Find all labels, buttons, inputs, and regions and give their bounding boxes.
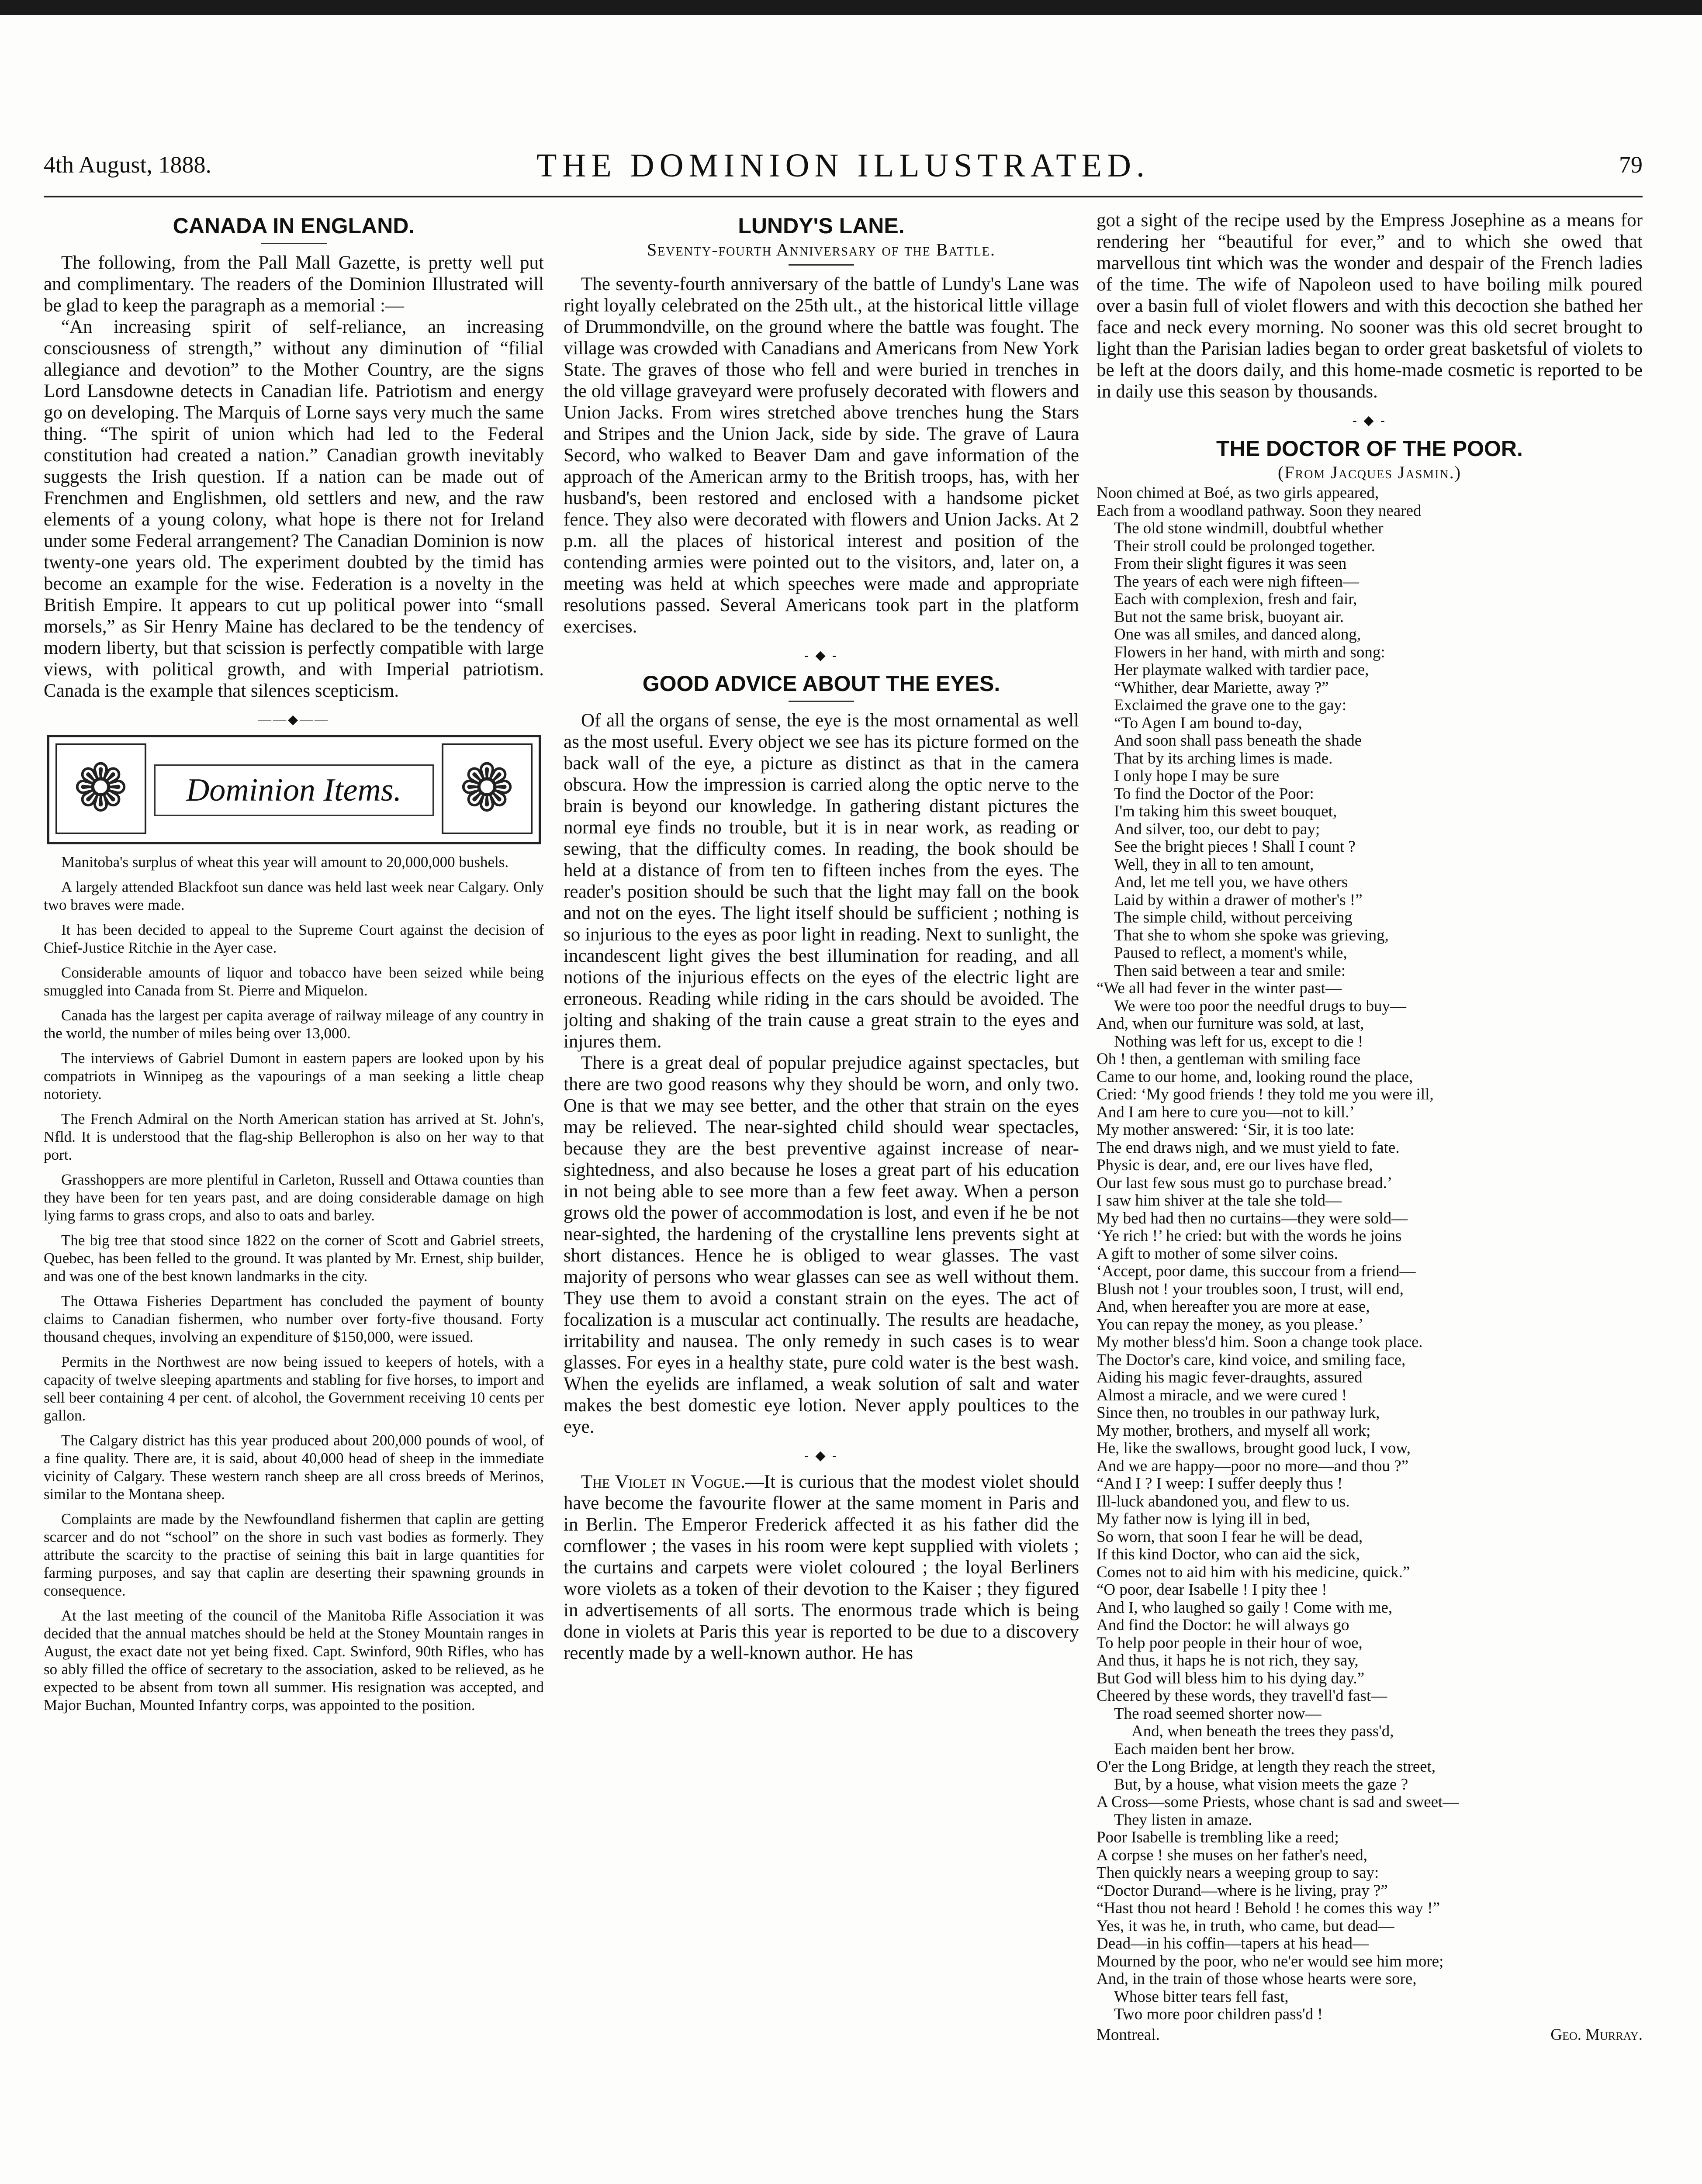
poem-line: Cheered by these words, they travell'd fast— — [1097, 1687, 1387, 1705]
poem-line: And, when hereafter you are more at ease, — [1097, 1298, 1370, 1316]
ornament-rosette-icon: ❁ — [442, 743, 533, 834]
section-divider: ——◆—— — [258, 712, 330, 727]
dominion-item: Manitoba's surplus of wheat this year will amount to 20,000,000 bushels. — [61, 854, 509, 871]
poem-line: See the bright pieces ! Shall I count ? — [1114, 838, 1356, 856]
poem-line: And I am here to cure you—not to kill.’ — [1097, 1103, 1355, 1121]
dominion-item: Considerable amounts of liquor and tobacco have been seized while being smuggled into Canada from St. Pierre and Miquelon. — [44, 964, 544, 999]
poem-line: They listen in amaze. — [1114, 1811, 1252, 1829]
poem-line: I saw him shiver at the tale she told— — [1097, 1192, 1342, 1209]
poem-line: Aiding his magic fever-draughts, assured — [1097, 1368, 1363, 1386]
title-rule — [789, 701, 854, 702]
poem-line: The simple child, without perceiving — [1114, 909, 1353, 926]
poem-line: Whose bitter tears fell fast, — [1114, 1987, 1289, 2006]
title-rule — [261, 243, 327, 244]
poem-line: “To Agen I am bound to-day, — [1114, 714, 1302, 732]
poem-body — [1097, 484, 1643, 2024]
poem-line: Dead—in his coffin—tapers at his head— — [1097, 1935, 1369, 1952]
article-title-lundy: LUNDY'S LANE. — [738, 214, 905, 238]
poem-line: Each maiden bent her brow. — [1114, 1740, 1295, 1758]
poem-line: One was all smiles, and danced along, — [1114, 625, 1361, 643]
poem-line: Their stroll could be prolonged together. — [1114, 537, 1376, 555]
poem-line: My bed had then no curtains—they were sold— — [1097, 1209, 1408, 1227]
poem-line: “We all had fever in the winter past— — [1097, 979, 1342, 997]
top-border — [0, 0, 1702, 15]
column-3 — [1097, 210, 1643, 2184]
poem-line: Well, they in all to ten amount, — [1114, 855, 1314, 874]
violet-paragraph — [564, 1471, 1079, 1664]
poem-line: And I, who laughed so gaily ! Come with me, — [1097, 1598, 1393, 1617]
poem-line: I'm taking him this sweet bouquet, — [1114, 802, 1337, 820]
poem-place: Montreal. — [1097, 2025, 1160, 2044]
poem-line: And soon shall pass beneath the shade — [1114, 732, 1362, 750]
poem-line: Laid by within a drawer of mother's !” — [1114, 891, 1363, 909]
poem-line: And silver, too, our debt to pay; — [1114, 820, 1320, 838]
section-divider: - ◆ - — [804, 1448, 839, 1463]
dominion-item: The Calgary district has this year produced about 200,000 pounds of wool, of a fine quality. There are, it is said, about 40,000 head of sheep in the immediate vicinity of Calgary. These western ranch sheep are all cross breeds of Merinos, similar to the Montana sheep. — [44, 1432, 544, 1503]
poem-line: A corpse ! she muses on her father's need, — [1097, 1846, 1368, 1864]
article-subtitle-lundy: Seventy-fourth Anniversary of the Battle. — [647, 240, 996, 259]
violet-text: —It is curious that the modest violet should have become the favourite flower at the same moment in Paris and in Berlin. The Emperor Frederick affected it as his father did the cornflower ; the vases in his room were kept supplied with violets ; the curtains and carpets were violet coloured ; the loyal Berliners wore violets as a token of their devotion to the Kaiser ; they figured in advertisements of all sorts. The enormous trade which is being done in violets at Paris this year is reported to be due to a discovery recently made by a well-known author. He has — [564, 1472, 1079, 1663]
poem-line: The road seemed shorter now— — [1114, 1704, 1321, 1723]
poem-line: The end draws nigh, and we must yield to fate. — [1097, 1138, 1400, 1157]
poem-line: Physic is dear, and, ere our lives have fled, — [1097, 1156, 1373, 1174]
poem-line: Blush not ! your troubles soon, I trust, will end, — [1097, 1280, 1404, 1298]
poem-line: “O poor, dear Isabelle ! I pity thee ! — [1097, 1581, 1327, 1599]
poem-line: Came to our home, and, looking round the place, — [1097, 1068, 1413, 1086]
header-rule — [44, 196, 1643, 197]
eyes-paragraph: Of all the organs of sense, the eye is the most ornamental as well as the most useful. Every object we see has its picture formed on the back wall of the eye, a picture as distinct as that in the camera obscura. How the impression is carried along the optic nerve to the brain is beyond our knowledge. In gathering distant pictures the normal eye finds no trouble, but it is in near work, as reading or sewing, that the difficulty comes. In reading, the book should be held at a distance of from ten to fifteen inches from the eyes. The reader's position should be such that the light may fall on the book and not on the eyes. The light itself should be sufficient ; nothing is so injurious to the eyes as poor light in reading. Next to sunlight, the incandescent light gives the best illumination for reading, and all notions of the injurious effects on the eyes of the electric light are erroneous. Reading while riding in the cars should be avoided. The jolting and shaking of the train cause a great strain to the eyes and injures them. — [564, 710, 1079, 1052]
dominion-item: The Ottawa Fisheries Department has concluded the payment of bounty claims to Canadian fishermen, who number over forty-five thousand. Forty thousand cheques, involving an expenditure of $150,000, were issued. — [44, 1292, 544, 1345]
poem-line: Poor Isabelle is trembling like a reed; — [1097, 1828, 1339, 1846]
dominion-item: Complaints are made by the Newfoundland fishermen that caplin are getting scarcer and do not “school” on the shore in such vast bodies as formerly. They attribute the scarcity to the practise of seining this bait in large quantities for farming purposes, and say that caplin are deserting their spawning grounds in consequence. — [44, 1510, 544, 1599]
poem-line: The old stone windmill, doubtful whether — [1114, 519, 1384, 537]
article-title-canada: CANADA IN ENGLAND. — [173, 214, 415, 238]
dominion-item: The big tree that stood since 1822 on the corner of Scott and Gabriel streets, Quebec, has been felled to the ground. It was planted by Mr. Ernest, ship builder, and was one of the best known landmarks in the city. — [44, 1232, 544, 1285]
poem-line: Ill-luck abandoned you, and flew to us. — [1097, 1492, 1350, 1510]
section-divider: - ◆ - — [804, 648, 839, 663]
poem-line: From their slight figures it was seen — [1114, 555, 1347, 573]
poem-line: That by its arching limes is made. — [1114, 749, 1333, 767]
dominion-items-banner — [47, 735, 541, 844]
poem-line: And thus, it haps he is not rich, they say, — [1097, 1652, 1359, 1669]
poem-line: And find the Doctor: he will always go — [1097, 1616, 1349, 1634]
ornament-rosette-icon: ❁ — [55, 743, 146, 834]
poem-line: Flowers in her hand, with mirth and song: — [1114, 643, 1385, 661]
issue-date: 4th August, 1888. — [44, 152, 212, 178]
poem-signature — [1097, 2025, 1643, 2044]
poem-subtitle: (From Jacques Jasmin.) — [1277, 463, 1462, 482]
column-2 — [564, 210, 1079, 2184]
poem-line: To find the Doctor of the Poor: — [1114, 784, 1314, 803]
poem-line: My mother answered: ‘Sir, it is too late: — [1097, 1121, 1355, 1139]
poem-line: Two more poor children pass'd ! — [1114, 2005, 1323, 2023]
dominion-item: Grasshoppers are more plentiful in Carleton, Russell and Ottawa counties than they have been for ten years past, and are doing considerable damage on high lying farms to grass crops, and also to oats and barley. — [44, 1171, 544, 1224]
poem-line: Noon chimed at Boé, as two girls appeared, — [1097, 484, 1379, 502]
poem-line: But God will bless him to his dying day.” — [1097, 1669, 1365, 1687]
poem-line: Each with complexion, fresh and fair, — [1114, 590, 1357, 608]
poem-line: If this kind Doctor, who can aid the sick, — [1097, 1545, 1360, 1563]
poem-line: And, when our furniture was sold, at last, — [1097, 1015, 1364, 1033]
poem-line: And, in the train of those whose hearts were sore, — [1097, 1970, 1417, 1988]
poem-line: Oh ! then, a gentleman with smiling face — [1097, 1050, 1361, 1068]
dominion-item: The French Admiral on the North American station has arrived at St. John's, Nfld. It is understood that the flag-ship Bellerophon is also on her way to that port. — [44, 1110, 544, 1163]
poem-line: Paused to reflect, a moment's while, — [1114, 944, 1347, 962]
poem-line: Almost a miracle, and we were cured ! — [1097, 1386, 1347, 1404]
dominion-items-list — [44, 853, 544, 1714]
title-rule — [789, 264, 854, 266]
poem-line: Then quickly nears a weeping group to say: — [1097, 1864, 1379, 1882]
poem-line: To help poor people in their hour of woe, — [1097, 1634, 1363, 1652]
page-header — [44, 139, 1643, 191]
poem-line: Yes, it was he, in truth, who came, but dead— — [1097, 1917, 1394, 1935]
poem-line: Her playmate walked with tardier pace, — [1114, 661, 1369, 679]
poem-line: We were too poor the needful drugs to buy— — [1114, 997, 1407, 1015]
column-1 — [44, 210, 544, 2184]
poem-line: And, when beneath the trees they pass'd, — [1131, 1722, 1394, 1740]
masthead-title: THE DOMINION ILLUSTRATED. — [536, 147, 1150, 184]
page-number: 79 — [1619, 152, 1643, 178]
lundy-paragraph: The seventy-fourth anniversary of the battle of Lundy's Lane was right loyally celebrated on the 25th ult., at the historical little village of Drummondville, on the ground where the battle was fought. The village was crowded with Canadians and Americans from New York State. The graves of those who fell and were buried in trenches in the old village graveyard were profusely decorated with flowers and Union Jacks. From wires stretched above trenches hung the Stars and Stripes and the Union Jack, side by side. The grave of Laura Secord, who walked to Beaver Dam and gave information of the approach of the American army to the British troops, has, with her husband's, been restored and enclosed with a handsome picket fence. They also were decorated with flowers and Union Jacks. At 2 p.m. all the places of historical interest and position of the contending armies were pointed out to the visitors, and, later on, a meeting was held at which speeches were made and appropriate resolutions passed. Several Americans took part in the platform exercises. — [564, 274, 1079, 637]
poem-title: THE DOCTOR OF THE POOR. — [1216, 436, 1523, 461]
poem-line: I only hope I may be sure — [1114, 767, 1280, 785]
poem-line: You can repay the money, as you please.’ — [1097, 1315, 1364, 1334]
poem-line: Each from a woodland pathway. Soon they neared — [1097, 501, 1422, 520]
poem-line: But not the same brisk, buoyant air. — [1114, 608, 1344, 626]
poem-line: My mother, brothers, and myself all work; — [1097, 1421, 1371, 1440]
poem-line: “Hast thou not heard ! Behold ! he comes this way !” — [1097, 1899, 1440, 1917]
dominion-item: It has been decided to appeal to the Supreme Court against the decision of Chief-Justice Ritchie in the Ayer case. — [44, 921, 544, 956]
poem-line: My mother bless'd him. Soon a change took place. — [1097, 1333, 1423, 1351]
poem-line: Comes not to aid him with his medicine, quick.” — [1097, 1563, 1410, 1581]
poem-line: The Doctor's care, kind voice, and smiling face, — [1097, 1351, 1406, 1369]
dominion-item: Permits in the Northwest are now being issued to keepers of hotels, with a capacity of twelve sleeping apartments and stabling for five horses, to import and sell beer containing 4 per cent. of alcohol, the Government receiving 10 cents per gallon. — [44, 1353, 544, 1424]
banner-title: Dominion Items. — [154, 764, 434, 816]
poem-line: Exclaimed the grave one to the gay: — [1114, 696, 1347, 714]
poem-line: Then said between a tear and smile: — [1114, 961, 1346, 980]
poem-line: “And I ? I weep: I suffer deeply thus ! — [1097, 1475, 1343, 1493]
poem-line: O'er the Long Bridge, at length they reach the street, — [1097, 1758, 1436, 1776]
poem-line: But, by a house, what vision meets the gaze ? — [1114, 1775, 1408, 1794]
violet-continued: got a sight of the recipe used by the Empress Josephine as a means for rendering her “beautiful for ever,” and to which she owed that marvellous tint which was the wonder and despair of the French ladies of the time. The wife of Napoleon used to have boiling milk poured over a basin full of violet flowers and with this decoction she bathed her face and neck every morning. No sooner was this old secret brought to light than the Parisian ladies began to order great basketsful of violets to be left at the doors daily, and this home-made cosmetic is reported to be in daily use this season by thousands. — [1097, 210, 1643, 402]
poem-line: A Cross—some Priests, whose chant is sad and sweet— — [1097, 1793, 1459, 1811]
poem-line: Cried: ‘My good friends ! they told me you were ill, — [1097, 1085, 1434, 1103]
dominion-item: The interviews of Gabriel Dumont in eastern papers are looked upon by his compatriots in Winnipeg as the vapourings of a man seeking a little cheap notoriety. — [44, 1050, 544, 1102]
dominion-item: At the last meeting of the council of the Manitoba Rifle Association it was decided that the annual matches should be held at the Stoney Mountain ranges in August, the exact date not yet being fixed. Capt. Swinford, 90th Rifles, who has so ably filled the office of secretary to the association, asked to be relieved, as he expected to be absent from town all summer. His resignation was accepted, and Major Buchan, Mounted Infantry corps, was appointed to the position. — [44, 1607, 544, 1714]
poem-line: My father now is lying ill in bed, — [1097, 1510, 1311, 1528]
violet-lead: The Violet in Vogue. — [581, 1472, 745, 1492]
section-divider: - ◆ - — [1352, 413, 1387, 428]
poem-line: Mourned by the poor, who ne'er would see him more; — [1097, 1952, 1444, 1970]
poem-line: He, like the swallows, brought good luck, I vow, — [1097, 1439, 1411, 1457]
poem-line: And we are happy—poor no more—and thou ?” — [1097, 1457, 1409, 1475]
article-title-eyes: GOOD ADVICE ABOUT THE EYES. — [642, 671, 1000, 696]
dominion-item: A largely attended Blackfoot sun dance was held last week near Calgary. Only two braves were made. — [44, 878, 544, 913]
poem-line: Since then, no troubles in our pathway lurk, — [1097, 1404, 1380, 1422]
poem-line: Nothing was left for us, except to die ! — [1114, 1032, 1363, 1051]
poem-line: “Whither, dear Mariette, away ?” — [1114, 678, 1329, 697]
poem-line: A gift to mother of some silver coins. — [1097, 1244, 1338, 1263]
poem-author: Geo. Murray. — [1550, 2025, 1643, 2044]
eyes-paragraph: There is a great deal of popular prejudice against spectacles, but there are two good reasons why they should be worn, and only two. One is that we may see better, and the other that strain on the eyes may be relieved. The near-sighted child should wear spectacles, because they are the best preventive against increase of near-sightedness, and also because he loses a great part of his education in not being able to see more than a few feet away. When a person grows old the power of accommodation is lost, and even if he be not near-sighted, the hardening of the crystalline lens prevents sight at short distances. Hence he is obliged to wear glasses. The vast majority of persons who wear glasses can see as well without them. They use them to avoid a constant strain on the eyes. The act of focalization is a muscular act continually. The results are headache, irritability and nausea. The only remedy in such cases is to wear glasses. For eyes in a healthy state, pure cold water is the best wash. When the eyelids are inflamed, a weak solution of salt and water makes the best domestic eye lotion. Never apply poultices to the eye. — [564, 1053, 1079, 1437]
canada-paragraph: The following, from the Pall Mall Gazette, is pretty well put and complimentary. The readers of the Dominion Illustrated will be glad to keep the paragraph as a memorial :— — [44, 252, 544, 316]
poem-line: So worn, that soon I fear he will be dead, — [1097, 1527, 1363, 1546]
poem-line: That she to whom she spoke was grieving, — [1114, 926, 1389, 944]
poem-line: And, let me tell you, we have others — [1114, 873, 1348, 891]
poem-line: ‘Accept, poor dame, this succour from a friend— — [1097, 1262, 1416, 1280]
poem-line: ‘Ye rich !’ he cried: but with the words he joins — [1097, 1227, 1402, 1245]
poem-line: “Doctor Durand—where is he living, pray ?” — [1097, 1881, 1388, 1900]
canada-paragraph: “An increasing spirit of self-reliance, an increasing consciousness of strength,” without any diminution of “filial allegiance and devotion” to the Mother Country, are the signs Lord Lansdowne detects in Canadian life. Patriotism and energy go on developing. The Marquis of Lorne says very much the same thing. “The spirit of union which had led to the Federal constitution had created a nation.” Canadian growth inevitably suggests the Irish question. If a nation can be made out of Frenchmen and Englishmen, old settlers and new, and the raw elements of a young colony, what hope is there not for Ireland under some Federal arrangement? The Canadian Dominion is now twenty-one years old. The experiment doubted by the timid has become an example for the wise. Federation is a novelty in the British Empire. It appears to cut up political power into “small morsels,” as Sir Henry Maine has declared to be the tendency of modern liberty, but that scission is perfectly compatible with large views, with political growth, and with Imperial patriotism. Canada is the example that silences scepticism. — [44, 317, 544, 701]
poem-line: The years of each were nigh fifteen— — [1114, 572, 1359, 591]
poem-line: Our last few sous must go to purchase bread.’ — [1097, 1174, 1393, 1192]
dominion-item: Canada has the largest per capita average of railway mileage of any country in the world, the number of miles being over 13,000. — [44, 1007, 544, 1042]
